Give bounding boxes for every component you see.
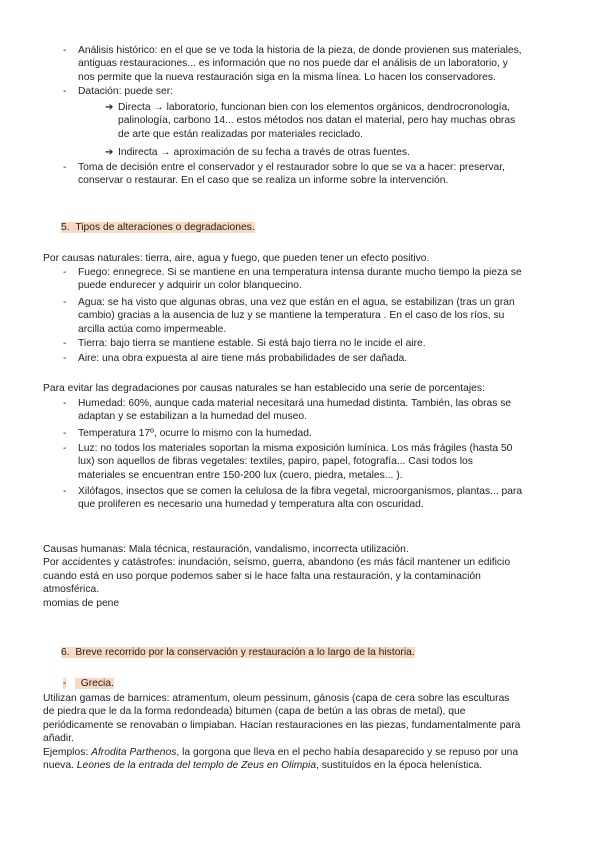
bullet-dash: - — [63, 353, 67, 364]
bullet-dash: - — [63, 86, 67, 97]
bullet-dash: - — [63, 297, 67, 308]
prevention-intro: Para evitar las degradaciones por causas naturales se han establecido una serie de porcentajes: — [43, 383, 485, 394]
section-heading-6 — [61, 646, 415, 659]
sub-bullet-text: Indirecta → aproximación de su fecha a través de otras fuentes. — [118, 147, 410, 158]
bullet-dash: - — [63, 267, 67, 278]
bullet-text: Aire: una obra expuesta al aire tiene más probabilidades de ser dañada. — [78, 353, 408, 364]
heading-number: 5. — [61, 222, 70, 233]
bullet-text: Temperatura 17º, ocurre lo mismo con la humedad. — [78, 428, 312, 439]
heading-title: Breve recorrido por la conservación y restauración a lo largo de la historia. — [75, 647, 415, 658]
bullet-dash: - — [63, 443, 67, 454]
bullet-text: Fuego: ennegrece. Si se mantiene en una temperatura intensa durante mucho tiempo la pieza se puede endurecer y adquirir un color blanquecino. — [78, 267, 522, 292]
arrow-bullet-icon: ➔ — [105, 147, 114, 158]
bullet-text: Xilófagos, insectos que se comen la celulosa de la fibra vegetal, microorganismos, plantas... para que proliferen es necesario una humedad y temperatura alta con oscuridad. — [78, 486, 523, 511]
bullet-text: Luz: no todos los materiales soportan la misma exposición lumínica. Los más frágiles (hasta 50 lux) son aquellos de fibras vegetales: textiles, papiro, papel, fotografía... Casi todos los materiales se encuentran entre 150-200 lux (cuero, piedra, metales... ). — [78, 443, 513, 481]
heading-title: Tipos de alteraciones o degradaciones. — [75, 222, 255, 233]
section-heading-5 — [61, 221, 255, 234]
bullet-text: Agua: se ha visto que algunas obras, una vez que están en el agua, se estabilizan (tras un gran cambio) gracias a la ausencia de luz y se mantiene la temperatura . En el caso de los ríos, su arcilla actúa como impermeable. — [78, 297, 515, 335]
human-causes: Causas humanas: Mala técnica, restauración, vandalismo, incorrecta utilización. Por accidentes y catástrofes: inundación, seísmo, guerra, abandono (es más fácil mantener un edificio cuando está en uso porque podemos saber si le hace falta una restauración, y la contaminación atmosférica. momias de pene — [43, 544, 511, 609]
bullet-text: Humedad: 60%, aunque cada material necesitará una humedad distinta. También, las obras se adaptan y se estabilizan a la humedad del museo. — [78, 398, 512, 423]
natural-causes-intro: Por causas naturales: tierra, aire, agua y fuego, que pueden tener un efecto positivo. — [43, 253, 430, 264]
bullet-text: Tierra: bajo tierra se mantiene estable. Si está bajo tierra no le incide el aire. — [78, 338, 426, 349]
examples-line-2: nueva. Leones de la entrada del templo de Zeus en Olimpia, sustituídos en la época helenística. — [43, 760, 483, 772]
examples-line-1: Ejemplos: Afrodita Parthenos, la gorgona que lleva en el pecho había desaparecido y se repuso por una — [43, 746, 519, 758]
bullet-text: Análisis histórico: en el que se ve toda la historia de la pieza, de donde provienen sus materiales, antiguas restauraciones... es información que no nos puede dar el análisis de un laboratorio, y nos permite que la nueva restauración siga en la misma línea. Lo hacen los conservadores. — [78, 45, 522, 83]
work-title: Leones de la entrada del templo de Zeus en Olimpia — [76, 760, 317, 772]
bullet-text: Datación: puede ser: — [78, 86, 174, 97]
bullet-dash: - — [63, 678, 67, 689]
bullet-dash: - — [63, 162, 67, 173]
bullet-dash: - — [63, 428, 67, 439]
bullet-dash: - — [63, 486, 67, 497]
grecia-heading: Grecia. — [75, 677, 114, 690]
bullet-dash: - — [63, 398, 67, 409]
bullet-text: Toma de decisión entre el conservador y el restaurador sobre lo que se va a hacer: preservar, conservar o restaurar. En el caso que se realiza un informe sobre la intervención. — [78, 162, 505, 187]
bullet-dash: - — [63, 45, 67, 56]
sub-bullet-text: Directa → laboratorio, funcionan bien con los elementos orgánicos, dendrocronología, palinología, carbono 14... estos métodos nos datan el material, pero hay muchas obras de arte que están realizadas por materiales reciclado. — [118, 102, 516, 140]
work-title: Afrodita Parthenos — [91, 746, 177, 758]
heading-number: 6. — [61, 647, 70, 658]
arrow-bullet-icon: ➔ — [105, 102, 114, 113]
grecia-paragraph: Utilizan gamas de barnices: atramentum, oleum pessinum, gánosis (capa de cera sobre las esculturas de piedra que le da la forma redondeada) bitumen (capa de betún a las obras de metal), que periódicamente se renovaban o limpiaban. Hacían restauraciones en las piezas, fundamentalmente para añadir. Ejemplos: Afrodita Parthenos, la gorgona que lleva en el pecho había desaparecido y se repuso por una nueva. Leones de la entrada del templo de Zeus en Olimpia, sustituídos en la época helenística. — [43, 693, 521, 772]
bullet-dash: - — [63, 338, 67, 349]
